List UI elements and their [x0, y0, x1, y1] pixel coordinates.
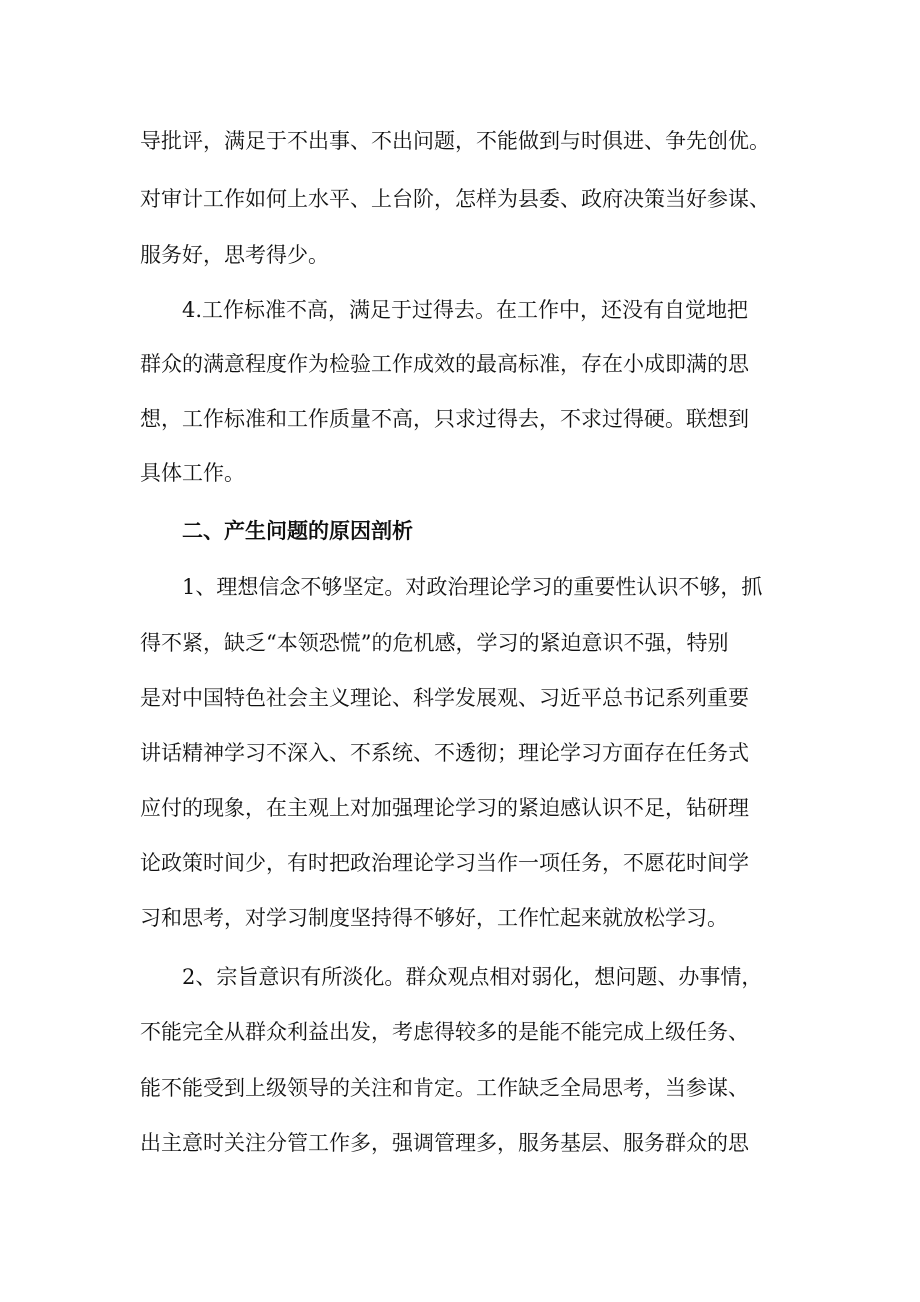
section-heading: 二、产生问题的原因剖析 — [182, 518, 413, 543]
paragraph-line: 4.工作标准不高，满足于过得去。在工作中，还没有自觉地把 — [182, 298, 749, 322]
paragraph-line: 论政策时间少，有时把政治理论学习当作一项任务，不愿花时间学 — [140, 851, 749, 875]
paragraph-line: 能不能受到上级领导的关注和肯定。工作缺乏全局思考，当参谋、 — [140, 1076, 749, 1100]
paragraph-line: 出主意时关注分管工作多，强调管理多，服务基层、服务群众的思 — [140, 1131, 749, 1155]
paragraph-line: 是对中国特色社会主义理论、科学发展观、习近平总书记系列重要 — [140, 686, 749, 710]
paragraph-line: 服务好，思考得少。 — [140, 243, 329, 267]
paragraph-line: 讲话精神学习不深入、不系统、不透彻；理论学习方面存在任务式 — [140, 741, 749, 765]
paragraph-line: 群众的满意程度作为检验工作成效的最高标准，存在小成即满的思 — [140, 352, 749, 376]
paragraph-line: 应付的现象，在主观上对加强理论学习的紧迫感认识不足，钻研理 — [140, 796, 749, 820]
paragraph-line: 导批评，满足于不出事、不出问题，不能做到与时俱进、争先创优。 — [140, 129, 770, 153]
paragraph-line: 习和思考，对学习制度坚持得不够好，工作忙起来就放松学习。 — [140, 906, 728, 930]
paragraph-line: 得不紧，缺乏“本领恐慌”的危机感，学习的紧迫意识不强，特别 — [140, 631, 729, 655]
paragraph-line: 不能完全从群众利益出发，考虑得较多的是能不能完成上级任务、 — [140, 1020, 749, 1044]
paragraph-line: 2、宗旨意识有所淡化。群众观点相对弱化，想问题、办事情， — [182, 965, 763, 989]
paragraph-line: 具体工作。 — [140, 461, 245, 485]
paragraph-line: 想，工作标准和工作质量不高，只求过得去，不求过得硬。联想到 — [140, 407, 749, 431]
paragraph-line: 1、理想信念不够坚定。对政治理论学习的重要性认识不够，抓 — [182, 575, 763, 599]
paragraph-line: 对审计工作如何上水平、上台阶，怎样为县委、政府决策当好参谋、 — [140, 187, 770, 211]
